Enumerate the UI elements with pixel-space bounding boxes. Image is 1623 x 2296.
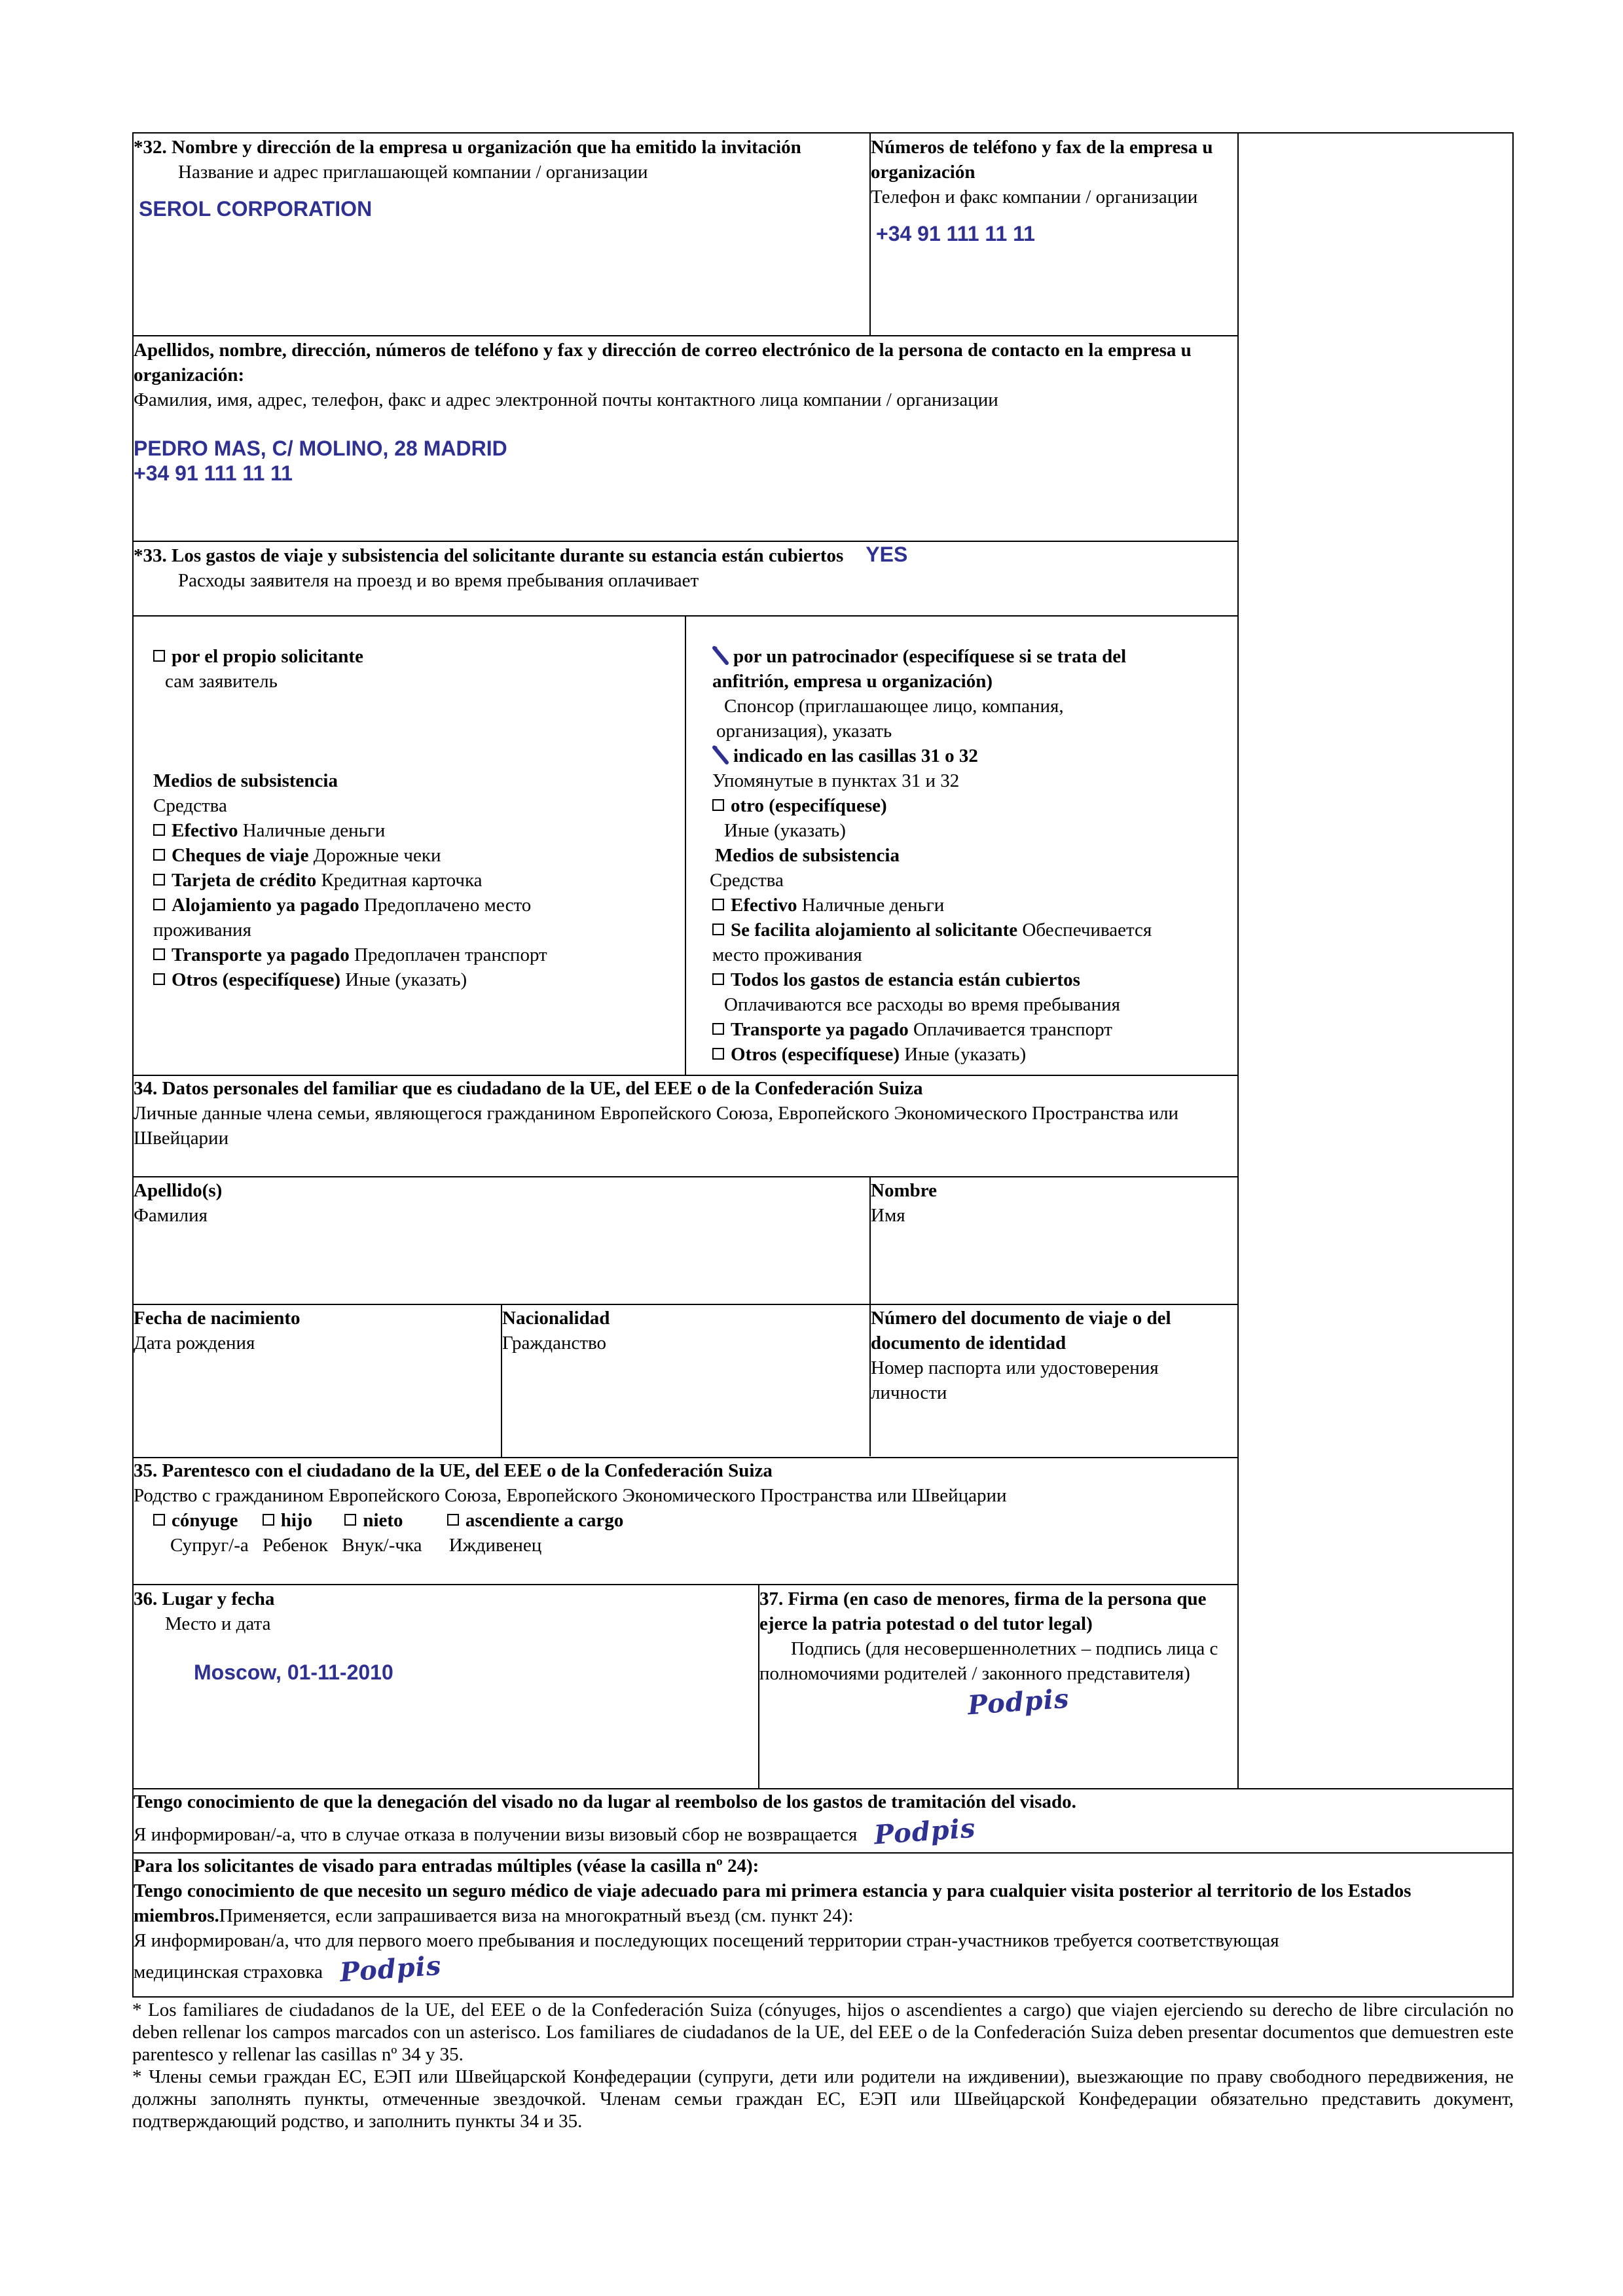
nationality-ru: Гражданство — [502, 1333, 607, 1354]
checkbox[interactable] — [153, 650, 165, 662]
section-36-cell — [134, 1587, 749, 1685]
company-phone: +34 91 111 11 11 — [876, 222, 1035, 245]
transport-label: Transporte ya pagado — [731, 1019, 909, 1040]
multiple-entry-l2-ru: Применяется, если запрашивается виза на многократный въезд (см. пункт 24): — [219, 1905, 854, 1926]
sponsor-ru-2: организация), указать — [716, 721, 892, 742]
section-34-title-ru: Личные данные члена семьи, являющегося гражданином Европейского Союза, Европейского Экономического Пространства или Швейцарии — [134, 1103, 1179, 1149]
document-label: Número del documento de viaje o del documento de identidad — [871, 1308, 1171, 1354]
relation-option: nieto — [363, 1510, 403, 1531]
cash-ru: Наличные деньги — [797, 895, 945, 916]
checkbox[interactable] — [153, 874, 165, 886]
checkbox[interactable] — [712, 1048, 724, 1060]
left-means-item — [153, 843, 677, 868]
left-means-list — [153, 818, 677, 992]
left-means-item-label: Efectivo — [172, 820, 238, 841]
signature: Podpis — [873, 1812, 977, 1851]
contact-line-2: +34 91 111 11 11 — [134, 461, 293, 485]
left-means-item-ru: Иные (указать) — [340, 969, 467, 990]
section-37-title-ru: Подпись (для несовершеннолетних – подпись лица с полномочиями родителей / законного представителя) — [759, 1638, 1218, 1684]
left-means-item-ru: Наличные деньги — [238, 820, 386, 841]
transport-ru: Оплачивается транспорт — [908, 1019, 1112, 1040]
section-32-title-ru: Название и адрес приглашающей компании / организации — [178, 162, 648, 183]
checkbox[interactable] — [153, 1514, 165, 1526]
divider — [132, 335, 1239, 336]
relation-option: hijo — [280, 1510, 313, 1531]
section-35-cell — [134, 1458, 1236, 1558]
self-payment-cell — [153, 644, 677, 992]
multiple-entry-l1: Para los solicitantes de visado para entradas múltiples (véase la casilla nº 24): — [134, 1856, 759, 1876]
surname-cell — [134, 1178, 860, 1228]
signature: Podpis — [338, 1950, 443, 1988]
section-36-title-ru: Место и дата — [165, 1613, 271, 1634]
section-34-title: 34. Datos personales del familiar que es ciudadano de la UE, del EEE o de la Confederación Suiza — [134, 1078, 923, 1099]
left-means-item-ru: проживания — [153, 920, 251, 941]
left-means-item-label: Transporte ya pagado — [172, 944, 350, 965]
accom-ru-2: место проживания — [712, 944, 862, 965]
relation-option-ru: Супруг/-а — [170, 1535, 249, 1556]
surname-label: Apellido(s) — [134, 1180, 223, 1201]
right-column-divider — [1237, 132, 1239, 1788]
left-means-item-ru: Кредитная карточка — [316, 870, 483, 891]
left-means-item-ru: Предоплачен транспорт — [349, 944, 547, 965]
surname-ru: Фамилия — [134, 1205, 208, 1226]
section-35-title: 35. Parentesco con el ciudadano de la UE, del EEE o de la Confederación Suiza — [134, 1460, 773, 1481]
place-date-value: Moscow, 01-11-2010 — [194, 1660, 393, 1684]
sponsor-payment-cell — [712, 644, 1236, 1067]
dob-label: Fecha de nacimiento — [134, 1308, 301, 1329]
refusal-text-ru: Я информирован/-а, что в случае отказа в получении визы визовый сбор не возвращается — [134, 1824, 858, 1845]
left-means-item — [153, 942, 677, 967]
checkmark-icon — [712, 645, 731, 666]
section-37-title: 37. Firma (en caso de menores, firma de la persona que ejerce la patria potestad o del tutor legal) — [759, 1588, 1207, 1634]
name-ru: Имя — [871, 1205, 905, 1226]
others-ru: Иные (указать) — [900, 1044, 1027, 1065]
multiple-entry-l3-ru: Я информирован/а, что для первого моего пребывания и последующих посещений территории стран-участников требуется соответствующая — [134, 1930, 1279, 1951]
divider — [132, 1304, 1239, 1305]
left-means-item-label: Tarjeta de crédito — [172, 870, 317, 891]
checkbox[interactable] — [712, 973, 724, 985]
divider — [132, 1176, 1239, 1177]
left-means-item — [153, 893, 677, 918]
name-label: Nombre — [871, 1180, 937, 1201]
other-ru: Иные (указать) — [724, 820, 846, 841]
section-35-title-ru: Родство с гражданином Европейского Союза, Европейского Экономического Пространства или Швейцарии — [134, 1485, 1007, 1506]
checkbox[interactable] — [712, 799, 724, 811]
phone-title-ru: Телефон и факс компании / организации — [871, 187, 1198, 207]
multiple-entry-cell — [134, 1854, 1508, 1988]
document-ru: Номер паспорта или удостоверения личности — [871, 1357, 1159, 1403]
checkbox[interactable] — [712, 899, 724, 910]
company-name: SEROL CORPORATION — [139, 197, 373, 221]
section-32-title: *32. Nombre y dirección de la empresa u organización que ha emitido la invitación — [134, 137, 801, 158]
relation-options — [134, 1508, 1236, 1533]
checkbox[interactable] — [153, 973, 165, 985]
left-means-title: Medios de subsistencia — [153, 770, 338, 791]
multiple-entry-l2: Tengo conocimiento de que necesito un seguro médico de viaje adecuado para mi primera estancia y para cualquier visita posterior al territorio de los Estados miembros. — [134, 1880, 1412, 1926]
checkbox[interactable] — [153, 899, 165, 910]
refusal-cell — [134, 1789, 1508, 1851]
self-option-ru: сам заявитель — [165, 671, 278, 692]
multiple-entry-l4-ru: медицинская страховка — [134, 1962, 323, 1982]
left-means-item-label: Alojamiento ya pagado — [172, 895, 359, 916]
checkbox[interactable] — [712, 1023, 724, 1035]
relation-option: cónyuge — [172, 1510, 238, 1531]
contact-person-cell — [134, 338, 1236, 486]
footnotes — [132, 1999, 1514, 2132]
checkbox[interactable] — [153, 948, 165, 960]
right-means-ru: Средства — [710, 870, 784, 891]
right-means-title: Medios de subsistencia — [715, 845, 900, 866]
checkbox[interactable] — [263, 1514, 274, 1526]
section-33-title: *33. Los gastos de viaje y subsistencia del solicitante durante su estancia están cubiertos — [134, 545, 844, 566]
contact-title: Apellidos, nombre, dirección, números de teléfono y fax y dirección de correo electrónico de la persona de contacto en la empresa u organización: — [134, 340, 1192, 386]
checkbox[interactable] — [344, 1514, 356, 1526]
left-means-item-ru: Дорожные чеки — [308, 845, 441, 866]
contact-title-ru: Фамилия, имя, адрес, телефон, факс и адрес электронной почты контактного лица компании / организации — [134, 389, 998, 410]
left-means-item — [153, 868, 677, 893]
others-label: Otros (especifíquese) — [731, 1044, 900, 1065]
cash-label: Efectivo — [731, 895, 797, 916]
section-32-phone-cell — [871, 135, 1231, 246]
section-33-cell — [134, 542, 1236, 593]
sponsor-ru-1: Спонсор (приглашающее лицо, компания, — [724, 696, 1064, 717]
section-37-cell — [759, 1587, 1236, 1721]
checkbox[interactable] — [447, 1514, 459, 1526]
left-means-item — [153, 918, 677, 942]
dob-cell — [134, 1306, 494, 1355]
relation-option-ru: Иждивенец — [448, 1535, 542, 1556]
indicated-label: indicado en las casillas 31 o 32 — [733, 745, 978, 766]
accom-ru: Обеспечивается — [1017, 920, 1152, 941]
dob-ru: Дата рождения — [134, 1333, 255, 1354]
other-label: otro (especifíquese) — [731, 795, 887, 816]
footnote-ru: * Члены семьи граждан ЕС, ЕЭП или Швейцарской Конфедерации (супруги, дети или родители на иждивении), выезжающие по праву свободного передвижения, не должны заполнять пункты, отмеченные звездочкой. Членам семьи граждан ЕС, ЕЭП или Швейцарской Конфедерации обязательно представить документ, подтверждающий родство, и заполнить пункты 34 и 35. — [132, 2066, 1514, 2132]
self-option-label: por el propio solicitante — [172, 646, 363, 667]
relation-options-ru — [134, 1533, 1236, 1558]
sponsor-label: por un patrocinador (especifíquese si se trata del — [733, 646, 1127, 667]
relation-option-ru: Ребенок — [263, 1535, 328, 1556]
section-36-title: 36. Lugar y fecha — [134, 1588, 275, 1609]
left-means-ru: Средства — [153, 795, 227, 816]
name-cell — [871, 1178, 1231, 1228]
sponsor-label-2: anfitrión, empresa u organización) — [712, 671, 993, 692]
nationality-cell — [502, 1306, 862, 1355]
phone-title: Números de teléfono y fax de la empresa u organización — [871, 137, 1213, 183]
left-means-item-label: Cheques de viaje — [172, 845, 309, 866]
left-means-item — [153, 967, 677, 992]
indicated-ru: Упомянутые в пунктах 31 и 32 — [712, 770, 960, 791]
refusal-text: Tengo conocimiento de que la denegación del visado no da lugar al reembolso de los gastos de tramitación del visado. — [134, 1791, 1076, 1812]
section-33-title-ru: Расходы заявителя на проезд и во время пребывания оплачивает — [178, 570, 699, 591]
signature: Podpis — [966, 1683, 1070, 1721]
divider — [132, 1584, 1239, 1585]
self-option — [153, 644, 677, 669]
nationality-label: Nacionalidad — [502, 1308, 610, 1329]
left-means-item — [153, 818, 677, 843]
all-costs-label: Todos los gastos de estancia están cubiertos — [731, 969, 1080, 990]
all-costs-ru: Оплачиваются все расходы во время пребывания — [724, 994, 1120, 1015]
relation-option-ru: Внук/-чка — [342, 1535, 422, 1556]
left-means-item-label: Otros (especifíquese) — [172, 969, 340, 990]
checkbox[interactable] — [153, 849, 165, 861]
checkbox[interactable] — [712, 924, 724, 935]
accom-label: Se facilita alojamiento al solicitante — [731, 920, 1018, 941]
relation-option: ascendiente a cargo — [465, 1510, 624, 1531]
contact-line-1: PEDRO MAS, C/ MOLINO, 28 MADRID — [134, 437, 507, 460]
section-34-cell — [134, 1076, 1220, 1151]
checkmark-icon — [712, 745, 731, 766]
left-means-item-ru: Предоплачено место — [359, 895, 532, 916]
checkbox[interactable] — [153, 824, 165, 836]
document-cell — [871, 1306, 1231, 1405]
section-32-cell — [134, 135, 860, 221]
footnote-es: * Los familiares de ciudadanos de la UE, del EEE o de la Confederación Suiza (cónyuges, hijos o ascendientes a cargo) que viajen ejerciendo su derecho de libre circulación no deben rellenar los campos marcados con un asterisco. Los familiares de ciudadanos de la UE, del EEE o de la Confederación Suiza deben presentar documentos que demuestren este parentesco y rellenar las casillas nº 34 y 35. — [132, 2000, 1514, 2065]
section-33-answer: YES — [866, 543, 908, 566]
divider — [685, 615, 686, 1075]
